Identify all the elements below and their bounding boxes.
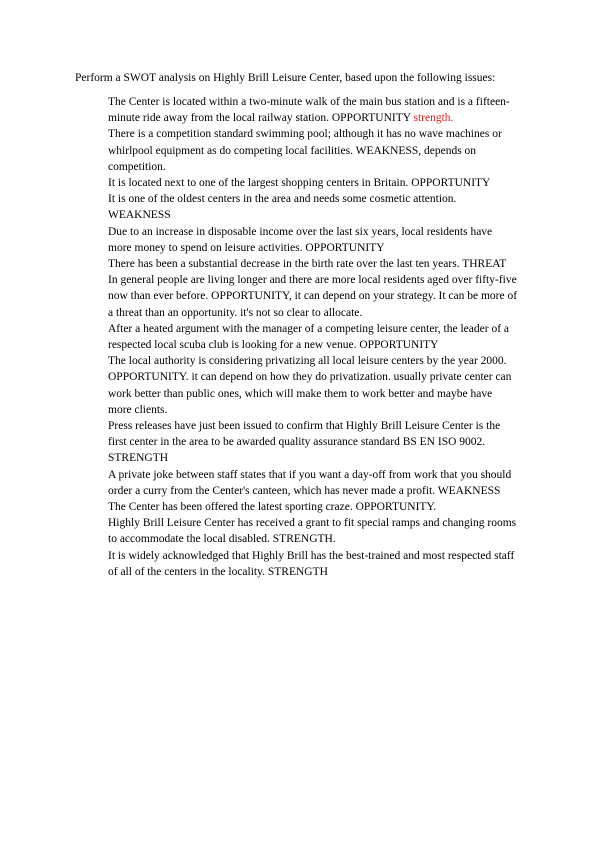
issue-item: [108, 548, 518, 580]
issue-item: [108, 175, 518, 191]
issue-text: It is widely acknowledged that Highly Brill has the best-trained and most respected staff of all of the centers in the locality. STRENGTH: [108, 549, 515, 578]
issue-text: After a heated argument with the manager of a competing leisure center, the leader of a respected local scuba club is looking for a new venue. OPPORTUNITY: [108, 322, 510, 352]
issue-text: It is one of the oldest centers in the area and needs some cosmetic attention. WEAKNESS: [108, 193, 457, 222]
issue-text: The local authority is considering privatizing all local leisure centers by the year 2000. OPPORTUNITY. it can depend on how they do privatization. usually private center can work better than public ones, which will make them to work better and maybe have more clients.: [108, 355, 512, 416]
issue-item: [108, 321, 518, 353]
issue-item: [108, 418, 518, 467]
issue-item: [108, 224, 518, 256]
issue-item: [108, 94, 518, 126]
issue-text: Press releases have just been issued to confirm that Highly Brill Leisure Center is the first center in the area to be awarded quality assurance standard BS EN ISO 9002. STRENGTH: [108, 420, 501, 465]
issue-item: [108, 191, 518, 223]
issue-text: It is located next to one of the largest shopping centers in Britain. OPPORTUNITY: [108, 177, 491, 190]
issue-text: There has been a substantial decrease in the birth rate over the last ten years. THREAT: [108, 258, 507, 271]
document-heading: Perform a SWOT analysis on Highly Brill Leisure Center, based upon the following issues:: [75, 72, 496, 84]
issue-text: There is a competition standard swimming pool; although it has no wave machines or whirlpool equipment as do competing local facilities. WEAKNESS, depends on competition.: [108, 128, 502, 173]
issue-item: [108, 467, 518, 499]
issue-item: [108, 499, 518, 515]
issue-item: [108, 256, 518, 272]
issue-text: In general people are living longer and there are more local residents aged over fifty-five now than ever before. OPPORTUNITY, it can depend on your strategy. It can be more of a threat than an opportunity. it's not so clear to allocate.: [108, 274, 518, 319]
issue-text: Due to an increase in disposable income over the last six years, local residents have more money to spend on leisure activities. OPPORTUNITY: [108, 225, 493, 254]
issue-text: The Center is located within a two-minute walk of the main bus station and is a fifteen-minute ride away from the local railway station. OPPORTUNITY: [108, 96, 510, 125]
issue-text: The Center has been offered the latest sporting craze. OPPORTUNITY.: [108, 501, 437, 514]
issue-item: [108, 126, 518, 175]
issue-item: [108, 515, 518, 547]
issue-item: [108, 353, 518, 418]
issue-text: A private joke between staff states that if you want a day-off from work that you should order a curry from the Center's canteen, which has never made a profit. WEAKNESS: [108, 468, 512, 497]
issue-text: Highly Brill Leisure Center has received a grant to fit special ramps and changing rooms to accommodate the local disabled. STRENGTH.: [108, 517, 517, 546]
issue-item: [108, 272, 518, 321]
issue-list: [108, 94, 518, 580]
issue-accent-text: strength.: [413, 112, 454, 125]
